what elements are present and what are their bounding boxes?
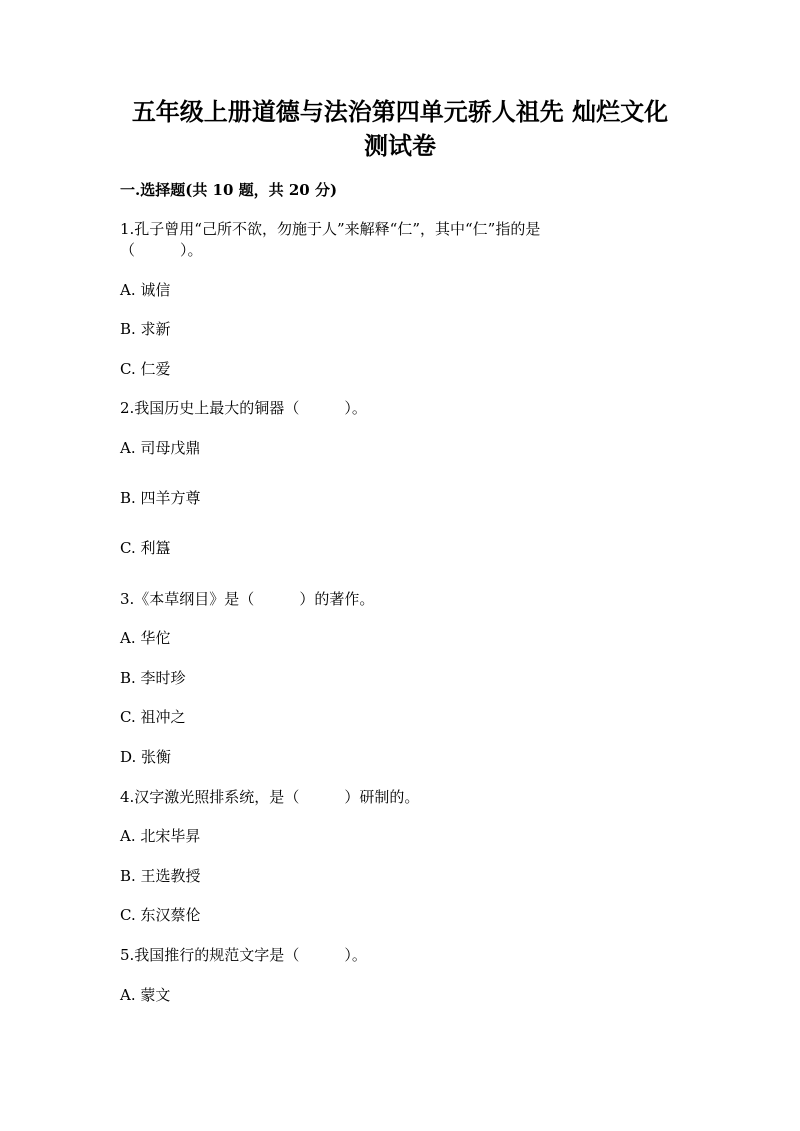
section-heading: 一.选择题(共 10 题，共 20 分) <box>120 181 338 199</box>
option-a: A. 蒙文 <box>120 986 171 1004</box>
option-c: C. 东汉蔡伦 <box>120 906 201 924</box>
question-stem: 4.汉字激光照排系统，是（ ）研制的。 <box>120 788 420 806</box>
option-c: C. 利簋 <box>120 539 171 557</box>
option-b: B. 求新 <box>120 320 171 338</box>
question-stem-continued: （ ）。 <box>120 241 203 259</box>
option-b: B. 王选教授 <box>120 867 201 885</box>
title-line-1: 五年级上册道德与法治第四单元骄人祖先 灿烂文化 <box>131 97 669 126</box>
option-a: A. 华佗 <box>120 629 171 647</box>
question-stem: 5.我国推行的规范文字是（ ）。 <box>120 946 367 964</box>
title-line-2: 测试卷 <box>364 131 436 160</box>
option-c: C. 仁爱 <box>120 360 171 378</box>
question-stem: 3.《本草纲目》是（ ）的著作。 <box>120 590 375 608</box>
option-b: B. 四羊方尊 <box>120 489 201 507</box>
option-a: A. 诚信 <box>120 281 171 299</box>
option-d: D. 张衡 <box>120 748 172 766</box>
question-stem: 2.我国历史上最大的铜器（ ）。 <box>120 399 367 417</box>
option-a: A. 北宋毕昇 <box>120 827 201 845</box>
option-c: C. 祖冲之 <box>120 708 186 726</box>
option-b: B. 李时珍 <box>120 669 186 687</box>
question-stem: 1.孔子曾用“己所不欲，勿施于人”来解释“仁”，其中“仁”指的是 <box>120 220 541 238</box>
option-a: A. 司母戊鼎 <box>120 439 201 457</box>
